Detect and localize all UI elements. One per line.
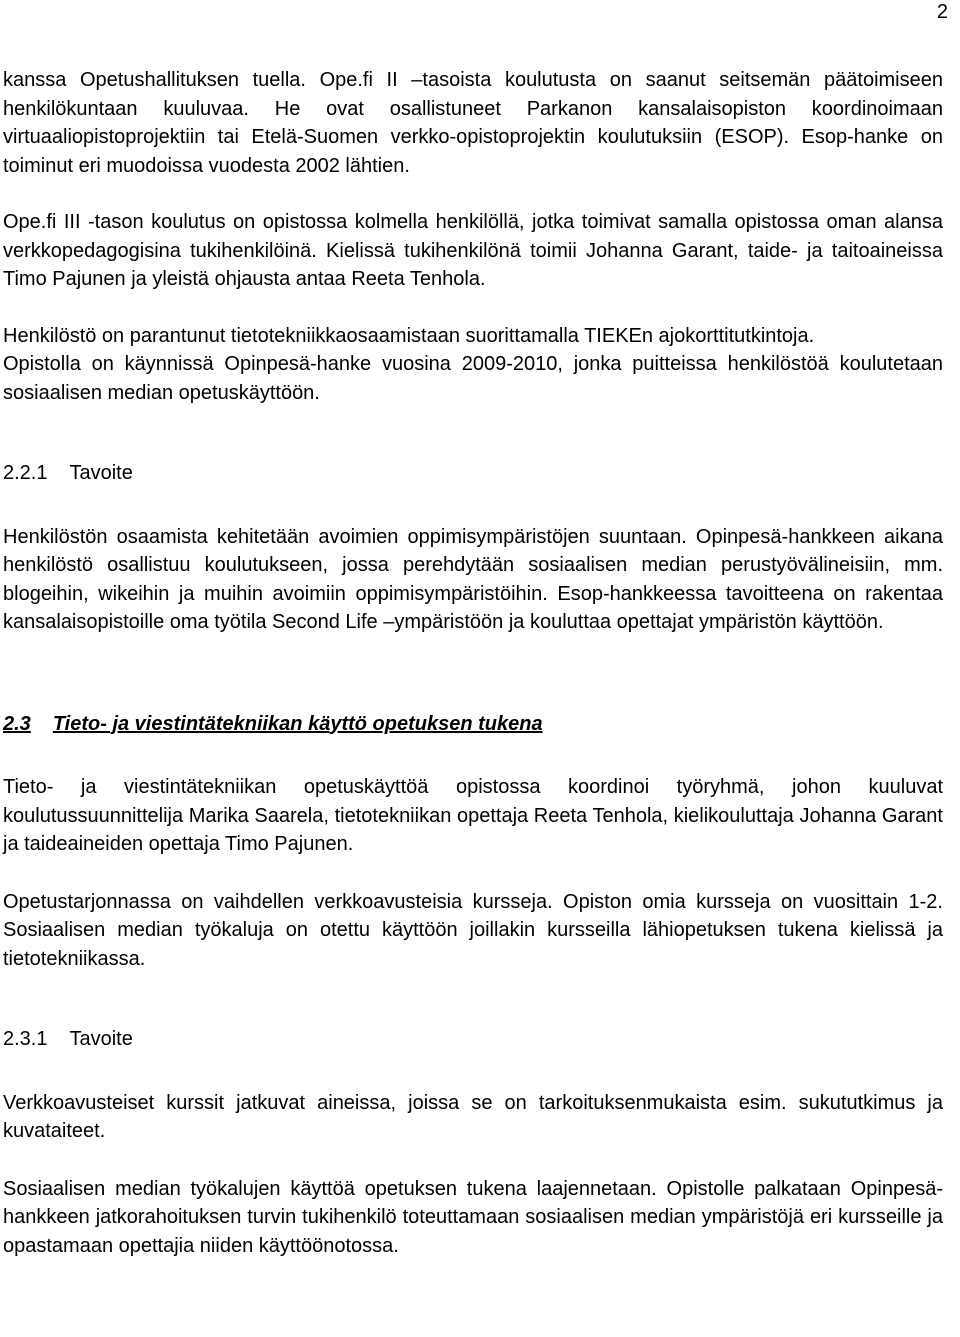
section-title: Tavoite bbox=[69, 1028, 133, 1050]
paragraph-tieke: Henkilöstö on parantunut tietotekniikkaosaamistaan suorittamalla TIEKEn ajokorttitutkintoja. bbox=[3, 324, 815, 347]
document-body bbox=[3, 66, 943, 1260]
paragraph-tyoryhma: Tieto- ja viestintätekniikan opetuskäyttöä opistossa koordinoi työryhmä, johon kuuluvat koulutussuunnittelija Marika Saarela, tietotekniikan opettaja Reeta Tenhola, kielikouluttaja Johanna Garant ja taideaineiden opettaja Timo Pajunen. bbox=[3, 776, 943, 855]
paragraph-henkiloston-osaaminen: Henkilöstön osaamista kehitetään avoimien oppimisympäristöjen suuntaan. Opinpesä-hankkeen aikana henkilöstö osallistuu koulutukseen, jossa perehdytään sosiaalisen median perustyövälineisiin, mm. blogeihin, wikeihin ja muihin avoimiin oppimisympäristöihin. Esop-hankkeessa tavoitteena on rakentaa kansalaisopistoille oma työtila Second Life –ympäristöön ja kouluttaa opettajat ympäristön käyttöön. bbox=[3, 525, 943, 633]
page-number: 2 bbox=[936, 1, 948, 23]
paragraph-opinpesa: Opistolla on käynnissä Opinpesä-hanke vuosina 2009-2010, jonka puitteissa henkilöstöä koulutetaan sosiaalisen median opetuskäyttöön. bbox=[3, 353, 943, 404]
section-heading-2-3-1 bbox=[3, 1025, 943, 1054]
section-heading-2-2-1 bbox=[3, 459, 943, 488]
paragraph-opetustarjonta: Opetustarjonnassa on vaihdellen verkkoavusteisia kursseja. Opiston omia kursseja on vuosittain 1-2. Sosiaalisen median työkaluja on otettu käyttöön joillakin kursseilla lähiopetuksen tukena kielissä ja tietotekniikassa. bbox=[3, 890, 943, 970]
section-heading-2-3 bbox=[3, 710, 943, 739]
section-number: 2.3.1 bbox=[3, 1028, 48, 1050]
paragraph-ope-fi-iii: Ope.fi III -tason koulutus on opistossa kolmella henkilöllä, jotka toimivat samalla opistossa oman alansa verkkopedagogisina tukihenkilöinä. Kielissä tukihenkilönä toimii Johanna Garant, taide- ja taitoaineissa Timo Pajunen ja yleistä ohjausta antaa Reeta Tenhola. bbox=[3, 211, 943, 290]
paragraph-verkkoavusteiset: Verkkoavusteiset kurssit jatkuvat aineissa, joissa se on tarkoituksenmukaista esim. sukututkimus ja kuvataiteet. bbox=[3, 1091, 943, 1142]
paragraph-sosiaalinen-media: Sosiaalisen median työkalujen käyttöä opetuksen tukena laajennetaan. Opistolle palkataan Opinpesä-hankkeen jatkorahoituksen turvin tukihenkilö toteuttamaan sosiaalisen median ympäristöjä eri kursseille ja opastamaan opettajia niiden käyttöönotossa. bbox=[3, 1177, 943, 1257]
section-number: 2.2.1 bbox=[3, 462, 48, 484]
paragraph-ope-fi-ii: kanssa Opetushallituksen tuella. Ope.fi II –tasoista koulutusta on saanut seitsemän päätoimiseen henkilökuntaan kuuluvaa. He ovat osallistuneet Parkanon kansalaisopiston koordinoimaan virtuaaliopistoprojektiin tai Etelä-Suomen verkko-opistoprojektin koulutuksiin (ESOP). Esop-hanke on toiminut eri muodoissa vuodesta 2002 lähtien. bbox=[3, 69, 943, 177]
section-title: Tavoite bbox=[69, 462, 133, 484]
section-number: 2.3 bbox=[3, 712, 31, 735]
section-title: Tieto- ja viestintätekniikan käyttö opetuksen tukena bbox=[52, 712, 543, 735]
